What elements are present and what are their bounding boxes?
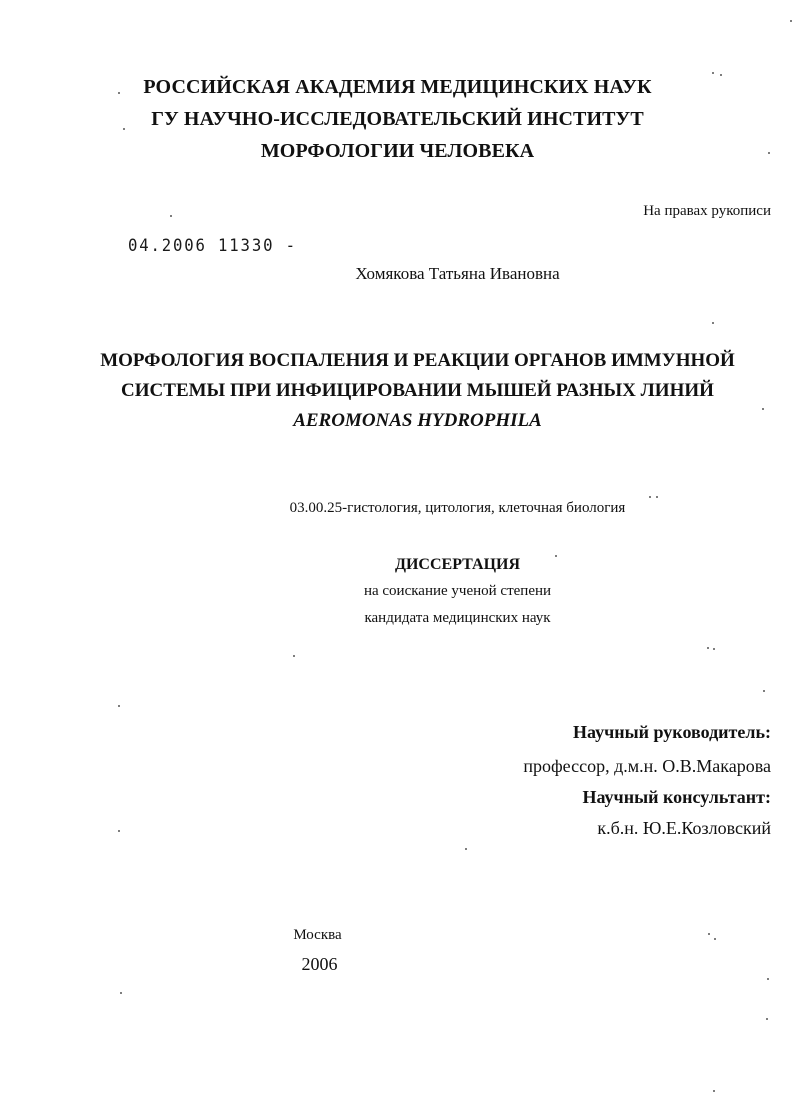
organization-line-2: ГУ НАУЧНО-ИССЛЕДОВАТЕЛЬСКИЙ ИНСТИТУТ [151, 108, 644, 130]
supervisor-label: Научный руководитель: [573, 722, 771, 742]
scan-speck [170, 215, 172, 217]
author-name: Хомякова Татьяна Ивановна [355, 264, 560, 283]
scan-speck [118, 830, 120, 832]
title-line-3-species: AEROMONAS HYDROPHILA [293, 410, 542, 431]
work-type-heading: ДИССЕРТАЦИЯ [394, 556, 521, 573]
scan-speck [713, 1090, 715, 1092]
work-type-line-1: на соискание ученой степени [363, 583, 552, 599]
organization-line-3: МОРФОЛОГИИ ЧЕЛОВЕКА [260, 140, 535, 162]
scan-speck [712, 322, 714, 324]
year: 2006 [301, 954, 338, 974]
scan-speck [120, 992, 122, 994]
city: Москва [293, 927, 342, 943]
title-line-1: МОРФОЛОГИЯ ВОСПАЛЕНИЯ И РЕАКЦИИ ОРГАНОВ ИММУННОЙ [100, 350, 735, 371]
scan-speck [712, 72, 714, 74]
scan-speck [656, 496, 658, 498]
scan-speck [762, 408, 764, 410]
supervisor-name: профессор, д.м.н. О.В.Макарова [523, 756, 771, 776]
consultant-label: Научный консультант: [582, 787, 771, 807]
scan-speck [763, 690, 765, 692]
specialty-code: 03.00.25-гистология, цитология, клеточная биология [289, 500, 626, 516]
scan-speck [465, 848, 467, 850]
registration-stamp: 04.2006 11330 - [128, 236, 297, 256]
scan-speck [767, 978, 769, 980]
scan-speck [118, 705, 120, 707]
scan-speck [766, 1018, 768, 1020]
work-type-line-2: кандидата медицинских наук [364, 610, 551, 626]
scan-speck [707, 647, 709, 649]
scan-speck [708, 933, 710, 935]
scan-speck [649, 496, 651, 498]
scan-speck [768, 152, 770, 154]
organization-line-1: РОССИЙСКАЯ АКАДЕМИЯ МЕДИЦИНСКИХ НАУК [143, 76, 652, 98]
scan-speck [720, 74, 722, 76]
title-line-2: СИСТЕМЫ ПРИ ИНФИЦИРОВАНИИ МЫШЕЙ РАЗНЫХ ЛИНИЙ [121, 380, 714, 401]
scan-speck [713, 648, 715, 650]
scan-speck [555, 555, 557, 557]
consultant-name: к.б.н. Ю.Е.Козловский [597, 818, 771, 838]
scan-speck [714, 938, 716, 940]
scan-speck [118, 92, 120, 94]
scan-speck [790, 20, 792, 22]
scan-speck [123, 128, 125, 130]
manuscript-rights-note: На правах рукописи [643, 203, 771, 219]
scan-speck [293, 655, 295, 657]
